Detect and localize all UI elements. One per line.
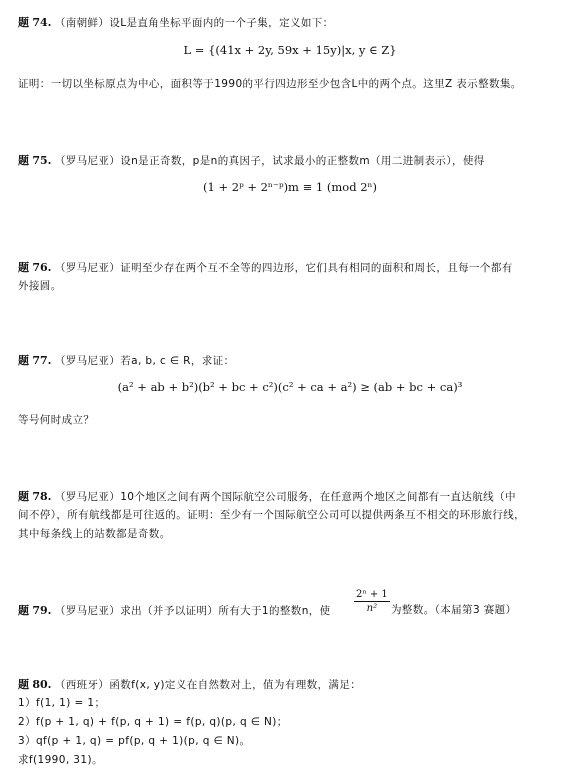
problem-label: 题 [18, 604, 29, 617]
problem-statement: （南朝鲜）设L是直角坐标平面内的一个子集，定义如下： [54, 17, 334, 29]
problem-number: 77. [32, 354, 52, 367]
problem-text: 等号何时成立？ [18, 414, 95, 426]
problem-statement: （罗马尼亚）求出（并予以证明）所有大于1的整数n，使 [54, 605, 331, 617]
problem-76 [18, 259, 513, 275]
display-formula: (a² + ab + b²)(b² + bc + c²)(c² + ca + a²) ≥ (ab + bc + ca)³ [117, 380, 463, 394]
problem-text: 为整数。（本届第3 赛题） [391, 604, 517, 616]
problem-statement: （罗马尼亚）证明至少存在两个互不全等的四边形，它们具有相同的面积和周长，且每一个都有 [54, 262, 513, 274]
problem-label: 题 [18, 154, 29, 167]
condition-3: 3）qf(p + 1, q) = pf(p, q + 1)(p, q ∈ N)。 [18, 735, 251, 747]
problem-79 [18, 602, 331, 618]
problem-number: 75. [32, 154, 52, 167]
question-line: 求f(1990, 31)。 [18, 754, 103, 766]
problem-text: 外接圆。 [18, 280, 62, 292]
condition-2: 2）f(p + 1, q) + f(p, q + 1) = f(p, q)(p, q ∈ N)； [18, 716, 288, 728]
fraction-bar [354, 601, 390, 602]
problem-75 [18, 152, 485, 168]
fraction-numerator: 2ⁿ + 1 [356, 589, 388, 600]
problem-74 [18, 14, 334, 30]
display-formula: L = {(41x + 2y, 59x + 15y)|x, y ∈ Z} [183, 43, 397, 57]
problem-label: 题 [18, 261, 29, 274]
problem-number: 76. [32, 261, 52, 274]
problem-label: 题 [18, 678, 29, 691]
problem-label: 题 [18, 490, 29, 503]
problem-statement: （西班牙）函数f(x, y)定义在自然数对上，值为有理数，满足： [54, 679, 362, 691]
problem-80 [18, 676, 361, 692]
problem-statement: （罗马尼亚）10个地区之间有两个国际航空公司服务，在任意两个地区之间都有一直达航线（中 [54, 491, 516, 503]
problem-text: 间不停），所有航线都是可往返的。证明：至少有一个国际航空公司可以提供两条互不相交的环形旅行线， [18, 509, 526, 521]
problem-number: 79. [32, 604, 52, 617]
display-formula: (1 + 2ᵖ + 2ⁿ⁻ᵖ)m ≡ 1 (mod 2ⁿ) [203, 180, 377, 194]
problem-label: 题 [18, 354, 29, 367]
problem-78 [18, 488, 516, 504]
problem-text: 其中每条线上的站数都是奇数。 [18, 528, 171, 540]
problem-number: 78. [32, 490, 52, 503]
problem-statement: （罗马尼亚）若a, b, c ∈ R，求证： [54, 355, 235, 367]
fraction-denominator: n² [366, 603, 378, 614]
condition-1: 1）f(1, 1) = 1； [18, 697, 106, 709]
fraction-expression [354, 589, 390, 614]
problem-text: 证明：一切以坐标原点为中心，面积等于1990的平行四边形至少包含L中的两个点。这里Z 表示整数集。 [18, 78, 522, 90]
problem-number: 74. [32, 16, 52, 29]
problem-statement: （罗马尼亚）设n是正奇数，p是n的真因子，试求最小的正整数m（用二进制表示），使得 [54, 155, 485, 167]
problem-number: 80. [32, 678, 52, 691]
problem-77 [18, 352, 234, 368]
problem-label: 题 [18, 16, 29, 29]
